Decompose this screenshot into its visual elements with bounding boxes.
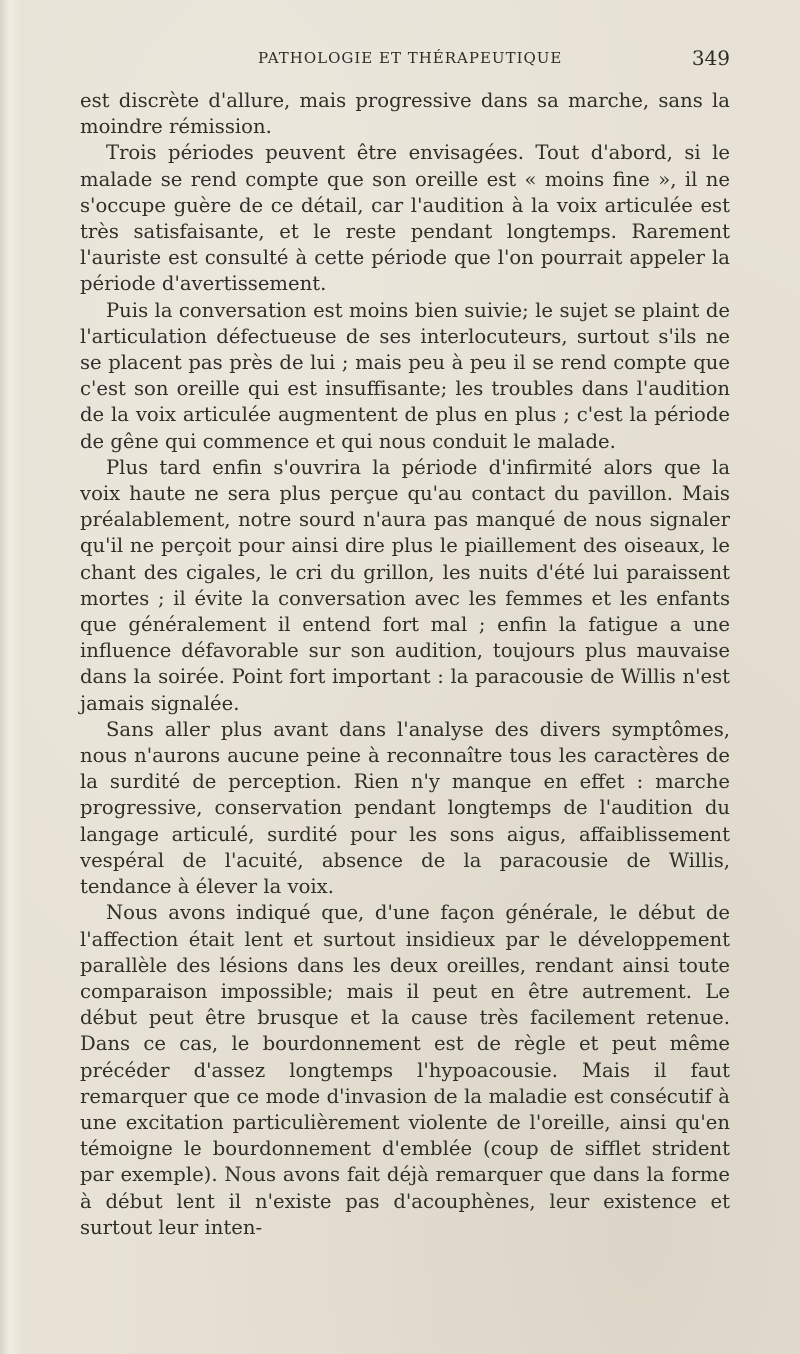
- body-text: [80, 88, 730, 1241]
- page-binding-edge: [0, 0, 24, 1354]
- paragraph-three-periods: Trois périodes peuvent être envisagées. Tout d'abord, si le malade se rend compte que son oreille est « moins fine », il ne s'occupe guère de ce détail, car l'audition à la voix articulée est très satisfaisante, et le reste pendant longtemps. Rarement l'auriste est consulté à cette période que l'on pourrait appeler la période d'avertissement.: [80, 141, 730, 296]
- page-number: 349: [691, 46, 730, 70]
- paragraph-conversation: Puis la conversation est moins bien suivie; le sujet se plaint de l'articulation défectueuse de ses interlocuteurs, surtout s'ils ne se placent pas près de lui ; mais peu à peu il se rend compte que c'est son oreille qui est insuffisante; les troubles dans l'audition de la voix articulée augmentent de plus en plus ; c'est la période de gêne qui commence et qui nous conduit le malade.: [80, 298, 730, 453]
- running-header: [80, 46, 730, 72]
- paragraph-infirmity: Plus tard enfin s'ouvrira la période d'infirmité alors que la voix haute ne sera plus perçue qu'au contact du pavillon. Mais préalablement, notre sourd n'aura pas manqué de nous signaler qu'il ne perçoit pour ainsi dire plus le piaillement des oiseaux, le chant des cigales, le cri du grillon, les nuits d'été lui paraissent mortes ; il évite la conversation avec les femmes et les enfants que généralement il entend fort mal ; enfin la fatigue a une influence défavorable sur son audition, toujours plus mauvaise dans la soirée. Point fort important : la paracousie de Willis n'est jamais signalée.: [80, 455, 730, 715]
- paragraph-symptoms: Sans aller plus avant dans l'analyse des divers symptômes, nous n'aurons aucune peine à reconnaître tous les caractères de la surdité de perception. Rien n'y manque en effet : marche progressive, conservation pendant longtemps de l'audition du langage articulé, surdité pour les sons aigus, affaiblissement vespéral de l'acuité, absence de la paracousie de Willis, tendance à élever la voix.: [80, 717, 730, 899]
- paragraph-continuation: est discrète d'allure, mais progressive dans sa marche, sans la moindre rémission.: [80, 89, 730, 139]
- paragraph-onset: Nous avons indiqué que, d'une façon générale, le début de l'affection était lent et surtout insidieux par le développement parallèle des lésions dans les deux oreilles, rendant ainsi toute comparaison impossible; mais il peut en être autrement. Le début peut être brusque et la cause très facilement retenue. Dans ce cas, le bourdonnement est de règle et peut même précéder d'assez longtemps l'hypoacousie. Mais il faut remarquer que ce mode d'invasion de la maladie est consécutif à une excitation particulièrement violente de l'oreille, ainsi qu'en témoigne le bourdonnement d'emblée (coup de sifflet strident par exemple). Nous avons fait déjà remarquer que dans la forme à début lent il n'existe pas d'acouphènes, leur existence et surtout leur inten-: [80, 901, 730, 1239]
- running-title: PATHOLOGIE ET THÉRAPEUTIQUE: [258, 49, 563, 67]
